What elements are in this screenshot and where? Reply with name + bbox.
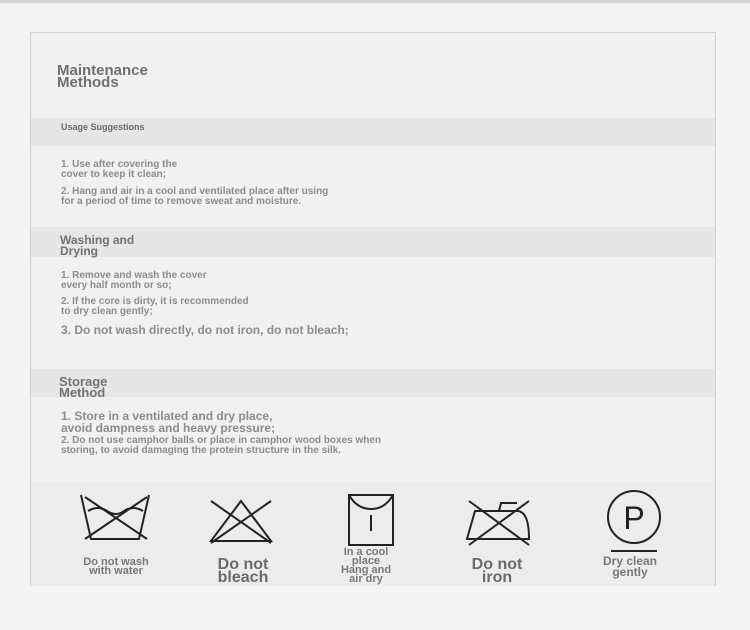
no-bleach-icon <box>207 497 275 545</box>
storage-heading: Storage Method <box>59 374 108 400</box>
dry-clean-label: Dry clean gently <box>602 554 658 579</box>
dry-clean-icon <box>601 487 667 553</box>
hang-dry-label: In a cool place Hang and air dry <box>340 546 392 585</box>
washing-item-1: 1. Remove and wash the cover every half month or so; <box>61 270 207 291</box>
no-bleach-label: Do not bleach <box>217 556 269 586</box>
top-border <box>0 0 750 3</box>
no-wash-label: Do not wash with water <box>83 556 149 577</box>
washing-item-3: 3. Do not wash directly, do not iron, do not bleach; <box>61 323 349 337</box>
usage-heading: Usage Suggestions <box>61 122 145 132</box>
storage-item-1: 1. Store in a ventilated and dry place, avoid dampness and heavy pressure; <box>61 409 276 435</box>
washing-heading: Washing and Drying <box>60 233 135 258</box>
dry-clean-symbol: P <box>623 500 645 536</box>
no-iron-label: Do not iron <box>471 556 523 586</box>
washing-item-2: 2. If the core is dirty, it is recommended to dry clean gently; <box>61 296 249 317</box>
usage-item-2: 2. Hang and air in a cool and ventilated place after using for a period of time to remove sweat and moisture. <box>61 186 329 207</box>
storage-header-bar <box>31 369 715 400</box>
no-wash-icon <box>77 493 153 543</box>
usage-item-1: 1. Use after covering the cover to keep it clean; <box>61 159 178 180</box>
no-iron-icon <box>463 495 533 547</box>
hang-dry-icon <box>347 493 395 547</box>
storage-item-2: 2. Do not use camphor balls or place in camphor wood boxes when storing, to avoid damaging the protein structure in the silk. <box>61 435 382 456</box>
care-symbols-area <box>31 481 715 586</box>
maintenance-panel <box>30 32 716 586</box>
page-title: Maintenance Methods <box>57 62 148 91</box>
